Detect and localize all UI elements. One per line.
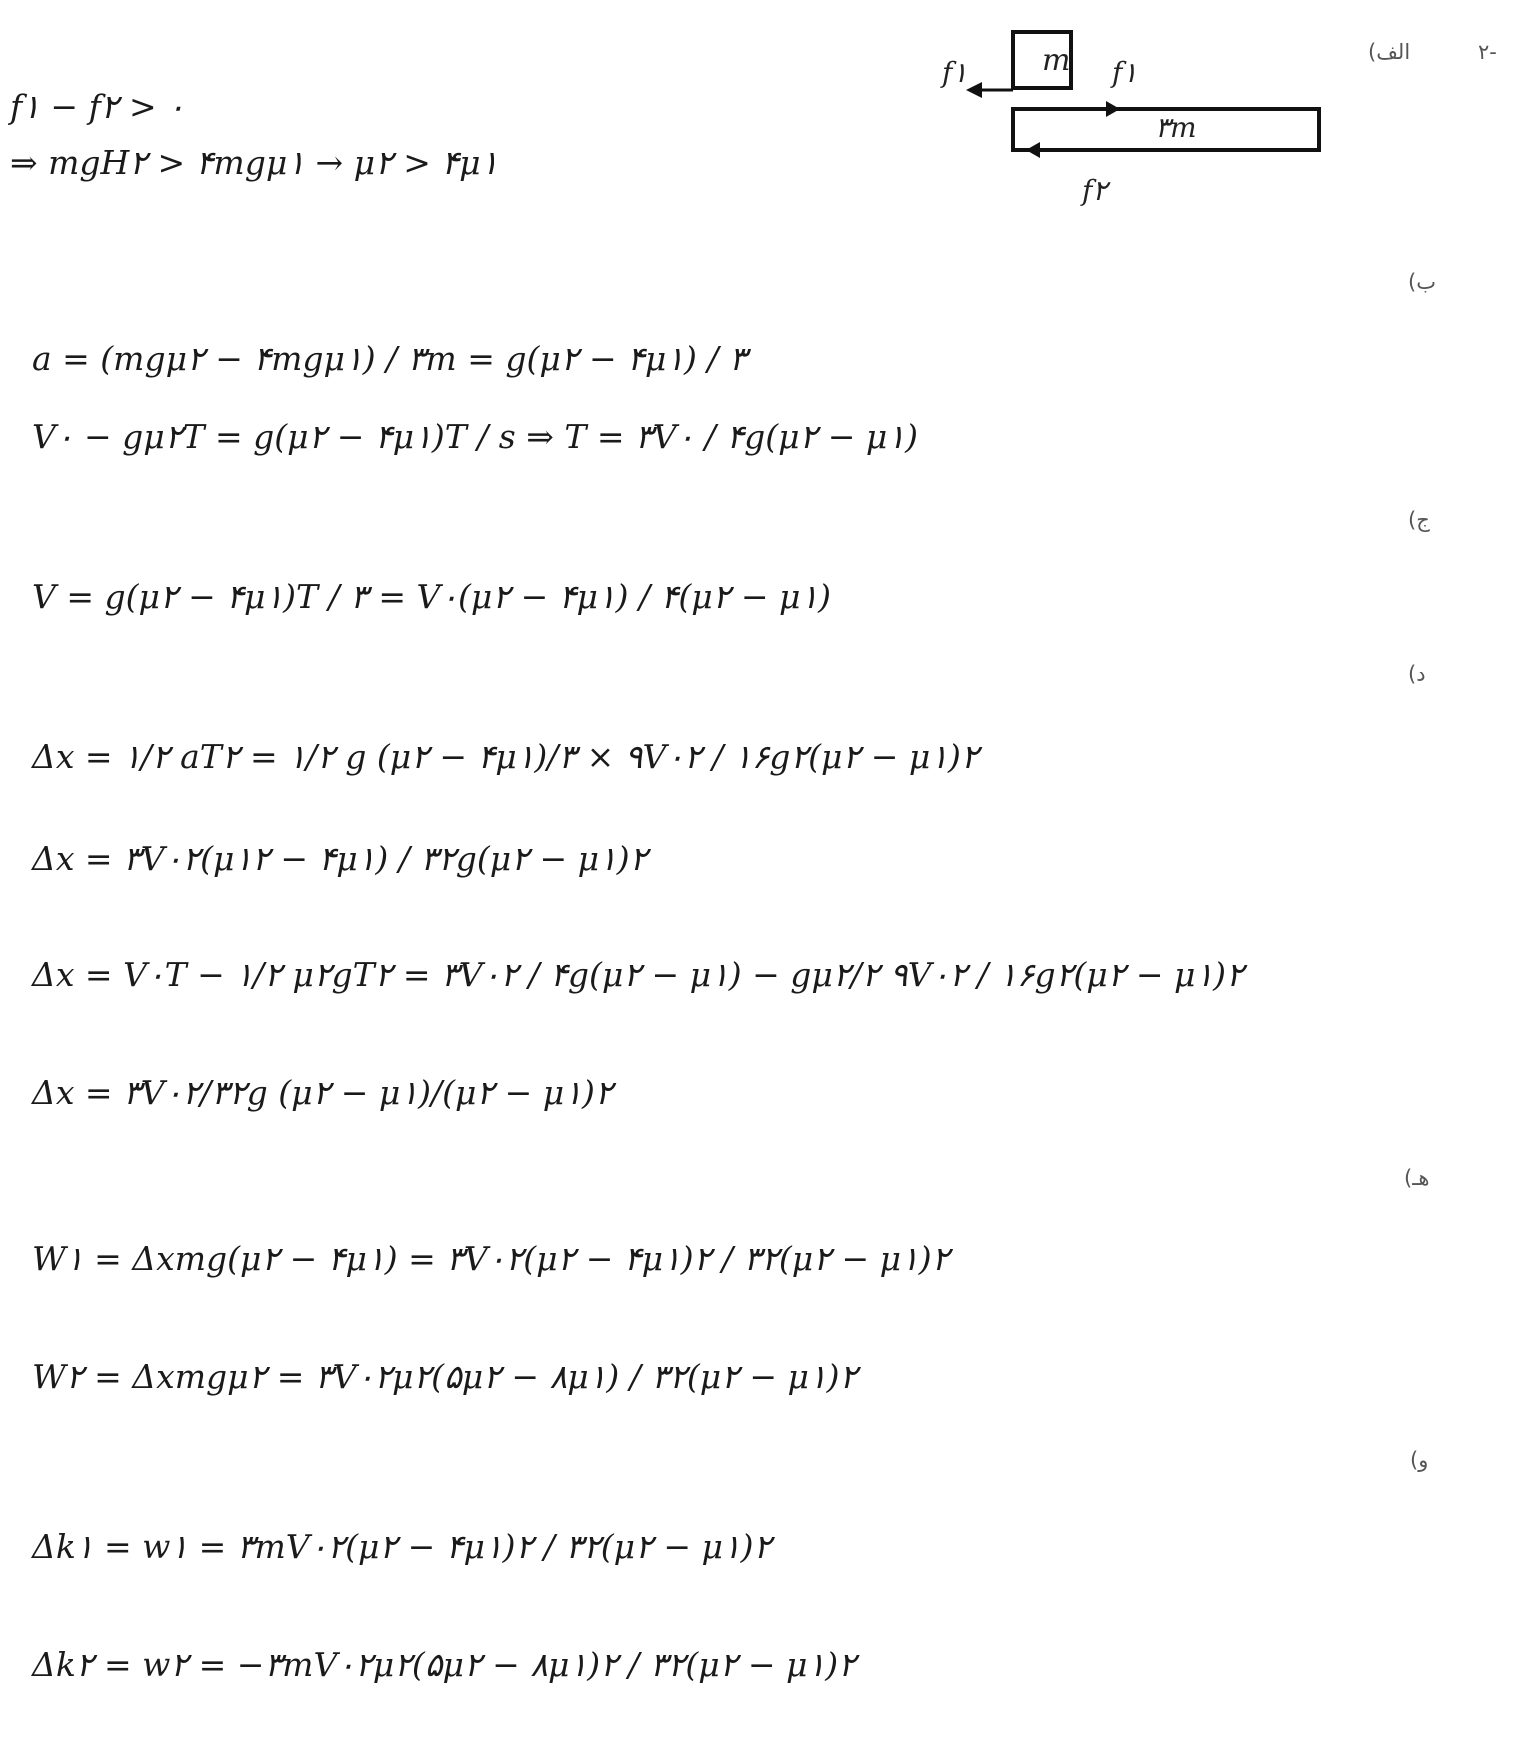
part-d-eq1: Δx = ۱/۲ aT۲ = ۱/۲ g (μ۲ − ۴μ۱)/۳ × ۹V۰۲ / ۱۶g۲(μ۲ − μ۱)۲	[32, 737, 979, 776]
part-a-line2: ⇒ mgH۲ > ۴mgμ۱ → μ۲ > ۴μ۱	[10, 143, 499, 182]
part-c-eq1: V = g(μ۲ − ۴μ۱)T / ۳ = V۰(μ۲ − ۴μ۱) / ۴(μ۲ − μ۱)	[32, 577, 832, 616]
part-b-eq2: V۰ − gμ۲T = g(μ۲ − ۴μ۱)T / s ⇒ T = ۳V۰ / ۴g(μ۲ − μ۱)	[32, 417, 918, 456]
arrow-f2-head	[1026, 142, 1040, 158]
label-part-c: ج)	[1408, 508, 1430, 532]
label-part-a: الف)	[1368, 40, 1411, 64]
part-f-eq1: Δk۱ = w۱ = ۳mV۰۲(μ۲ − ۴μ۱)۲ / ۳۲(μ۲ − μ۱)۲	[32, 1527, 772, 1566]
label-part-b: ب)	[1408, 270, 1436, 294]
force-f1-right-label: f۱	[1112, 56, 1138, 89]
label-part-f: و)	[1410, 1448, 1429, 1472]
label-part-d: د)	[1408, 662, 1426, 686]
large-block-label: ۳m	[1155, 111, 1197, 144]
part-d-eq3: Δx = V۰T − ۱/۲ μ۲gT۲ = ۳V۰۲ / ۴g(μ۲ − μ۱) − gμ۲/۲ ۹V۰۲ / ۱۶g۲(μ۲ − μ۱)۲	[32, 955, 1244, 994]
arrow-f1-right-head	[1106, 101, 1120, 117]
part-d-eq4: Δx = ۳V۰۲/۳۲g (μ۲ − μ۱)/(μ۲ − μ۱)۲	[32, 1073, 613, 1112]
problem-number: -۲	[1478, 40, 1497, 64]
part-a-line1: f۱ − f۲ > ۰	[10, 87, 185, 126]
part-b-eq1: a = (mgμ۲ − ۴mgμ۱) / ۳m = g(μ۲ − ۴μ۱) / ۳	[32, 339, 747, 378]
small-block-label: m	[1042, 43, 1071, 78]
label-part-e: هـ)	[1404, 1166, 1430, 1190]
part-f-eq2: Δk۲ = w۲ = −۳mV۰۲μ۲(۵μ۲ − ۸μ۱)۲ / ۳۲(μ۲ − μ۱)۲	[32, 1645, 856, 1684]
free-body-diagram	[930, 20, 1350, 220]
part-e-eq1: W۱ = Δxmg(μ۲ − ۴μ۱) = ۳V۰۲(μ۲ − ۴μ۱)۲ / ۳۲(μ۲ − μ۱)۲	[32, 1239, 950, 1278]
part-d-eq2: Δx = ۳V۰۲(μ۱۲ − ۴μ۱) / ۳۲g(μ۲ − μ۱)۲	[32, 839, 648, 878]
force-f2-label: f۲	[1082, 174, 1108, 207]
force-f1-left-label: f۱	[942, 56, 968, 89]
part-e-eq2: W۲ = Δxmgμ۲ = ۳V۰۲μ۲(۵μ۲ − ۸μ۱) / ۳۲(μ۲ − μ۱)۲	[32, 1357, 858, 1396]
arrow-f1-left-head	[966, 82, 982, 98]
